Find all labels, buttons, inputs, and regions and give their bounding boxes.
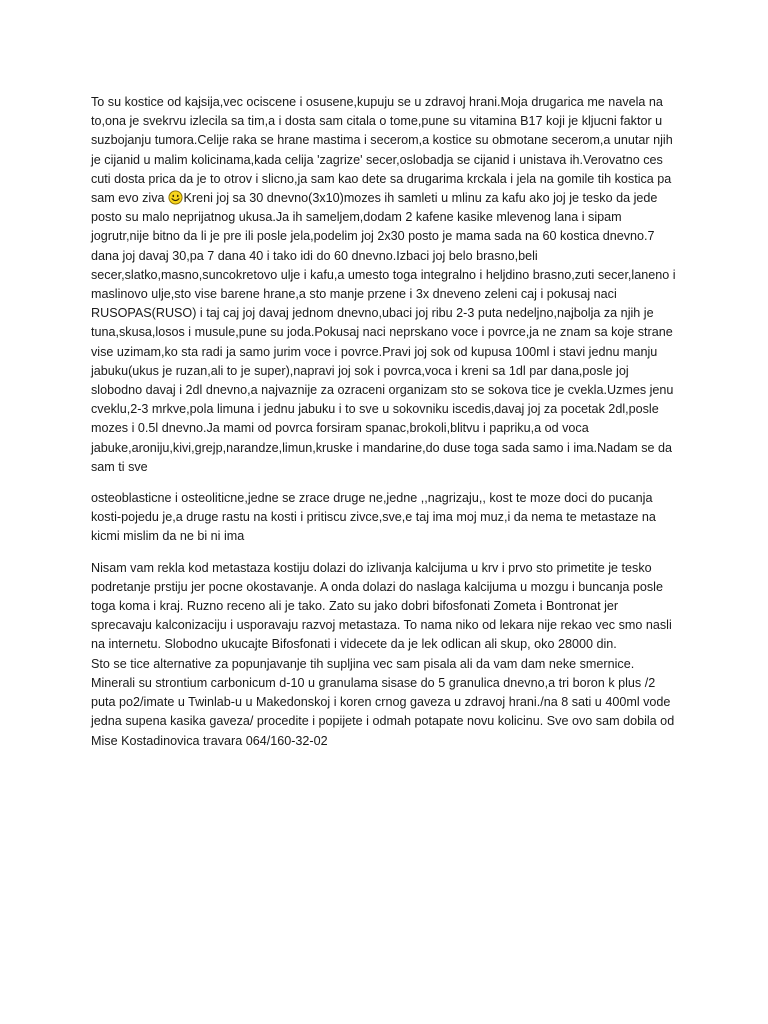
paragraph-2: osteoblasticne i osteoliticne,jedne se zrace druge ne,jedne ,,nagrizaju,, kost te moze doci do pucanja kosti-pojedu je,a druge rastu na kosti i pritiscu zivce,sve,e taj ima moj muz,i da nema te metastaze na kicmi mislim da ne bi ni ima <box>91 491 656 544</box>
paragraph-1-part-1: To su kostice od kajsija,vec ociscene i osusene,kupuju se u zdravoj hrani.Moja drugarica me navela na to,ona je svekrvu izlecila sa tim,a i dosta sam citala o tome,pune su vitamina B17 koji je kljucni faktor u suzbojanju tumora.Celije raka se hrane mastima i secerom,a kostice su obmotane secerom,a unutar njih je cijanid u malim kolicinama,kada celija 'zagrize' secer,oslobadja se cijanid i unistava ih.Verovatno ces cuti dosta prica da je to otrov i slicno,ja sam kao dete sa drugarima krckala i jela na gomile tih kostica pa sam evo ziva <box>91 95 673 206</box>
paragraph-3: Nisam vam rekla kod metastaza kostiju dolazi do izlivanja kalcijuma u krv i prvo sto primetite je tesko podretanje prstiju jer pocne okostavanje. A onda dolazi do naslaga kalcijuma u mozgu i buncanja posle toga koma i kraj. Ruzno receno ali je tako. Zato su jako dobri bifosfonati Zometa i Bontronat jer sprecavaju kalconizaciju i usporavaju razvoj metastaza. To nama niko od lekara nije rekao vec smo nasli na internetu. Slobodno ukucajte Bifosfonati i videcete da je lek odlican ali skup, oko 28000 din. Sto se tice alternative za popunjavanje tih supljina vec sam pisala ali da vam dam neke smernice. Minerali su strontium carbonicum d-10 u granulama sisase do 5 granulica dnevno,a tri boron k plus /2 puta po2/imate u Twinlab-u u Makedonskoj i koren crnog gaveza u zdravoj hrani./na 8 sati u 400ml vode jedna supena kasika gaveza/ procedite i popijete i odmah potapate novu kolicinu. Sve ovo sam dobila od Mise Kostadinovica travara 064/160-32-02 <box>91 560 675 748</box>
paragraph-1 <box>91 93 681 477</box>
smiley-face-icon <box>168 190 183 205</box>
document-text <box>91 93 681 751</box>
paragraph-1-part-2: Kreni joj sa 30 dnevno(3x10)mozes ih samleti u mlinu za kafu ako joj je tesko da jede posto su malo neprijatnog ukusa.Ja ih sameljem,dodam 2 kafene kasike mlevenog lana i sipam jogrutr,nije bitno da li je pre ili posle jela,podelim joj 2x30 posto je mama sada na 60 kostica dnevno.7 dana joj davaj 30,pa 7 dana 40 i tako idi do 60 dnevno.Izbaci joj belo brasno,beli secer,slatko,masno,suncokretovo ulje i kafu,a umesto toga integralno i heljdino brasno,zuti secer,laneno i maslinovo ulje,sto vise barene hrane,a sto manje przene i 3x dneveno zeleni caj i pokusaj naci RUSOPAS(RUSO) i taj caj joj davaj jednom dnevno,ubaci joj ribu 2-3 puta nedeljno,najbolja za njih je tuna,skusa,losos i musule,pune su joda.Pokusaj naci neprskano voce i povrce,ja ne znam sa koje strane vise uzimam,ko sta radi ja samo jurim voce i povrce.Pravi joj sok od kupusa 100ml i stavi jednu manju jabuku(ukus je ruzan,ali to je super),napravi joj sok i povrca,voca i kreni sa 1dl par dana,posle joj slobodno davaj i 2dl dnevno,a najvaznije za ozraceni organizam sto se sokova tice je cvekla.Uzmes jenu cveklu,2-3 mrkve,pola limuna i jednu jabuku i to sve u sokovniku iscedis,davaj joj za pocetak 2dl,posle mozes i 0.5l dnevno.Ja mami od povrca forsiram spanac,brokoli,blitvu i papriku,a od voca jabuke,aroniju,kivi,grejp,narandze,limun,kruske i mandarine,do duse toga sada samo i ima.Nadam se da sam ti sve <box>91 191 676 474</box>
